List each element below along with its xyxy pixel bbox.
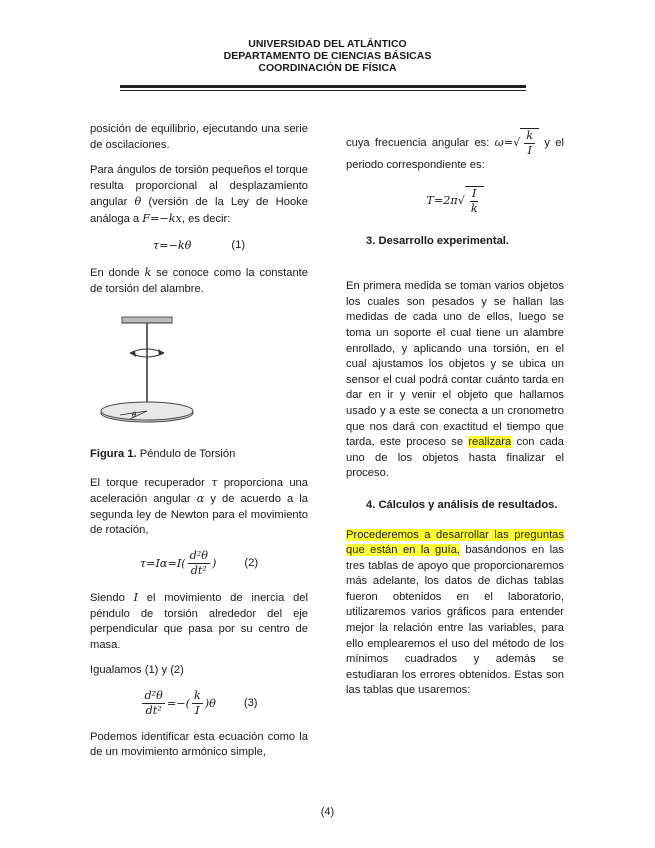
section-4-heading: 4. Cálculos y análisis de resultados.: [366, 498, 558, 511]
header-rule-thick: [120, 85, 526, 88]
paragraph-harmonic: Podemos identificar esta ecuación como la de un movimiento armónico simple,: [90, 730, 308, 759]
department-name: DEPARTAMENTO DE CIENCIAS BÁSICAS: [223, 50, 432, 62]
paragraph-restoring-torque: El torque recuperador τ proporciona una aceleración angular α y de acuerdo a la segunda ley de Newton para el movimiento de rotación,: [90, 475, 308, 537]
equation-2-label: (2): [244, 556, 259, 569]
equation-3-label: (3): [243, 696, 258, 709]
document-header: [0, 38, 655, 74]
figure-caption: Figura 1. Péndulo de Torsión: [90, 447, 236, 460]
paragraph-equate: Igualamos (1) y (2): [90, 664, 184, 677]
equation-2: τ=Iα=I( $\frac{\text{d²θ}}{\text{dt²}}$ ) (2): [139, 548, 259, 577]
figure-theta-label: θ: [132, 411, 137, 420]
torsion-pendulum-figure: [90, 315, 210, 435]
paragraph-inertia: Siendo I el movimiento de inercia del péndulo de torsión alrededor del eje perpendicular que pasa por su centro de masa.: [90, 590, 308, 651]
equation-period: T=2π √ $\frac{I}{k}$: [346, 186, 564, 216]
equation-3: $\frac{\text{d²θ}}{\text{dt²}}$ =−( $\frac{k}{I}$ )θ (3): [144, 688, 258, 717]
highlight-procederemos: Procederemos a desarrollar las preguntas que están en la guía,: [346, 528, 564, 557]
paragraph-constant: En donde k se conoce como la constante de torsión del alambre.: [90, 266, 308, 295]
right-column: [346, 128, 564, 709]
section-3-heading: 3. Desarrollo experimental.: [366, 234, 510, 247]
equation-torque: τ=−kθ (1): [152, 238, 246, 252]
paragraph-equilibrium: posición de equilibrio, ejecutando una serie de oscilaciones.: [90, 123, 308, 151]
paragraph-experimental: En primera medida se toman varios objetos los cuales son pesados y se hallan las medidas de cada uno de ellos, luego se toma un soporte el cual tiene un alambre enrollado, y aplicando una torsión, en el cual ajustamos los objetos y se ubica un sensor el cual podrá contar cuánto tarda en dar en ir y venir el objeto que hallamos usado y a este se conecta a un cronometro que nos dará con exactitud el tiempo que tarda, este proceso se realizara con cada uno de los objetos hasta finalizar el proceso.: [346, 280, 565, 480]
page-number: (4): [320, 806, 335, 818]
highlight-realizara: realizara: [468, 436, 512, 449]
paragraph-calculations: Procederemos a desarrollar las preguntas que están en la guía, basándonos en las tres tablas de apoyo que proporcionaremos más adelante, los datos de dichas tablas fueron obtenidos en el laboratorio, utilizaremos varios gráficos para entender mejor la relación entre las variables, para ello emplearemos el uso del método de los mínimos cuadrados y además se estudiaran los errores obtenidos. Estas son las tablas que usaremos:: [346, 528, 564, 697]
left-column: [90, 122, 308, 771]
paragraph-angular-frequency: cuya frecuencia angular es: ω=√ $\frac{k}{I}$ y el periodo correspondiente es:: [346, 129, 564, 171]
university-name: UNIVERSIDAD DEL ATLÁNTICO: [248, 38, 407, 50]
equation-1-label: (1): [231, 238, 246, 251]
header-rule-thin: [120, 90, 526, 91]
coordination-name: COORDINACIÓN DE FÍSICA: [258, 62, 397, 74]
paragraph-small-angles: Para ángulos de torsión pequeños el torque resulta proporcional al desplazamiento angular θ (versión de la Ley de Hooke análoga a F=−kx, es decir:: [90, 164, 308, 225]
